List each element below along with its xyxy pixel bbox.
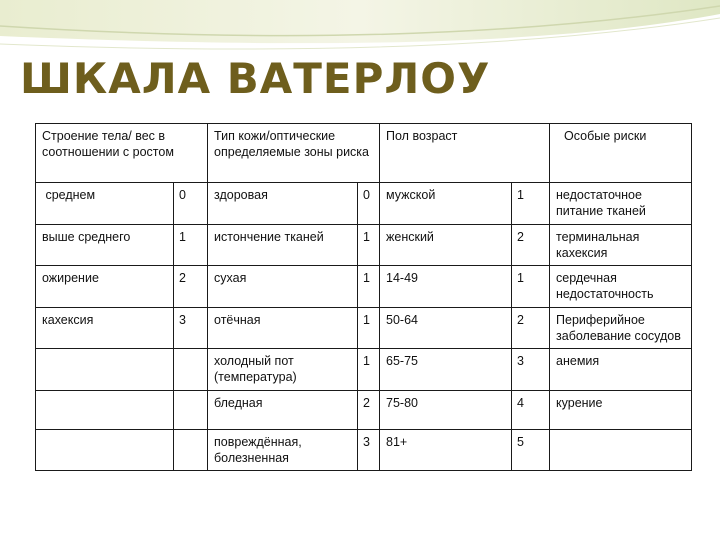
table-row [36, 429, 692, 471]
cell-skin: сухая [208, 266, 358, 308]
header-sex-age: Пол возраст [380, 124, 550, 183]
cell-sex-age: 81+ [380, 429, 512, 471]
cell-skin: холодный пот (температура) [208, 349, 358, 391]
cell-build-score: 3 [174, 307, 208, 349]
table-row [36, 183, 692, 225]
cell-special: сердечная недостаточность [550, 266, 692, 308]
cell-sex-age: 50-64 [380, 307, 512, 349]
cell-build [36, 349, 174, 391]
cell-build-score: 2 [174, 266, 208, 308]
header-build: Строение тела/ вес в соотношении с ростом [36, 124, 208, 183]
cell-sex-age-score: 2 [512, 224, 550, 266]
table-row [36, 349, 692, 391]
waterlow-table [35, 123, 692, 471]
cell-build: выше среднего [36, 224, 174, 266]
table-row [36, 307, 692, 349]
cell-sex-age-score: 2 [512, 307, 550, 349]
cell-special: курение [550, 390, 692, 429]
cell-build-score [174, 349, 208, 391]
cell-sex-age: мужской [380, 183, 512, 225]
cell-build [36, 390, 174, 429]
cell-skin-score: 2 [358, 390, 380, 429]
cell-sex-age: женский [380, 224, 512, 266]
cell-sex-age-score: 5 [512, 429, 550, 471]
cell-skin-score: 1 [358, 349, 380, 391]
table-row [36, 390, 692, 429]
cell-special: терминальная кахексия [550, 224, 692, 266]
cell-special: Периферийное заболевание сосудов [550, 307, 692, 349]
page-title: ШКАЛА ВАТЕРЛОУ [20, 54, 491, 103]
cell-skin-score: 1 [358, 307, 380, 349]
cell-skin-score: 3 [358, 429, 380, 471]
cell-skin-score: 1 [358, 266, 380, 308]
cell-sex-age-score: 4 [512, 390, 550, 429]
cell-sex-age: 75-80 [380, 390, 512, 429]
cell-special [550, 429, 692, 471]
cell-skin-score: 1 [358, 224, 380, 266]
cell-skin: истончение тканей [208, 224, 358, 266]
table-header-row [36, 124, 692, 183]
cell-sex-age-score: 1 [512, 183, 550, 225]
cell-build: кахексия [36, 307, 174, 349]
table-row [36, 224, 692, 266]
cell-build: среднем [36, 183, 174, 225]
cell-special: недостаточное питание тканей [550, 183, 692, 225]
cell-skin: отёчная [208, 307, 358, 349]
cell-sex-age: 65-75 [380, 349, 512, 391]
header-skin: Тип кожи/оптические определяемые зоны риска [208, 124, 380, 183]
cell-sex-age-score: 3 [512, 349, 550, 391]
cell-build-score: 0 [174, 183, 208, 225]
cell-skin: здоровая [208, 183, 358, 225]
cell-sex-age-score: 1 [512, 266, 550, 308]
cell-build-score [174, 390, 208, 429]
cell-skin: повреждённая, болезненная [208, 429, 358, 471]
cell-sex-age: 14-49 [380, 266, 512, 308]
cell-build [36, 429, 174, 471]
table-row [36, 266, 692, 308]
cell-skin: бледная [208, 390, 358, 429]
cell-skin-score: 0 [358, 183, 380, 225]
cell-build-score [174, 429, 208, 471]
cell-build: ожирение [36, 266, 174, 308]
cell-build-score: 1 [174, 224, 208, 266]
cell-special: анемия [550, 349, 692, 391]
header-special: Особые риски [550, 124, 692, 183]
